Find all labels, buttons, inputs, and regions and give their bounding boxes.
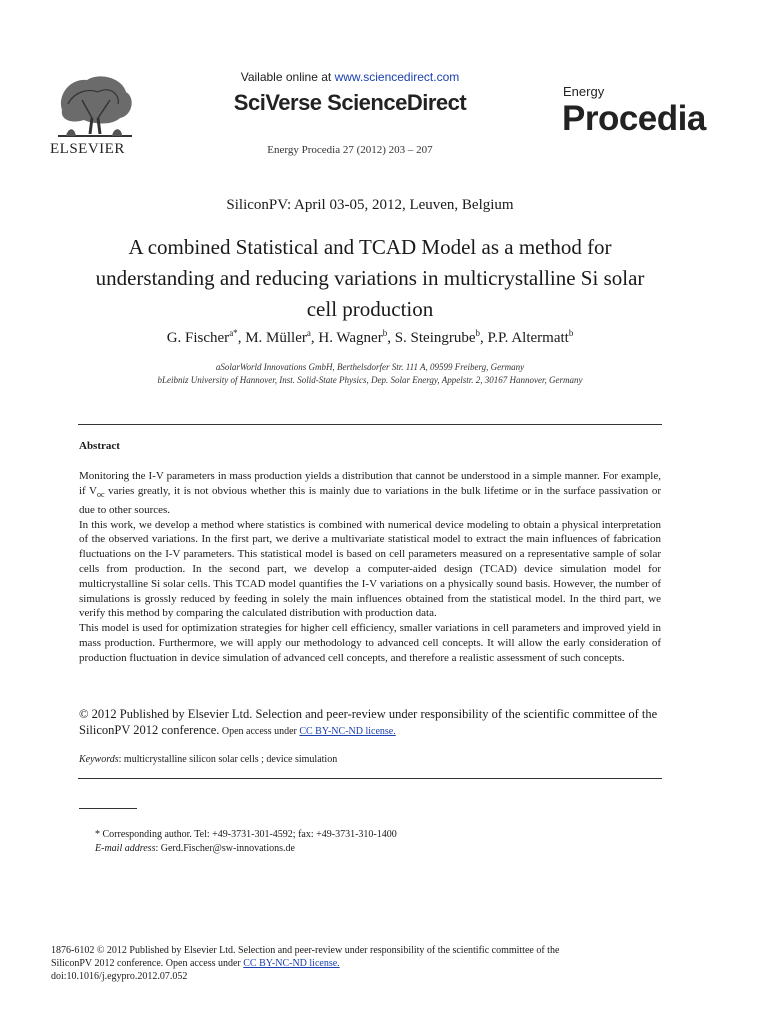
keywords-label: Keywords (79, 754, 119, 765)
publisher-name: ELSEVIER (50, 141, 125, 157)
issn-footer (51, 944, 671, 983)
footnote-rule (79, 808, 137, 809)
corresponding-author: * Corresponding author. Tel: +49-3731-301-4592; fax: +49-3731-310-1400 (95, 829, 397, 840)
available-prefix: Vailable online at (240, 70, 335, 84)
journal-logo-line1: Energy (563, 84, 605, 99)
author-4: S. Steingrube$^b$, (394, 328, 488, 346)
author-list (0, 328, 740, 347)
conference-line: SiliconPV: April 03-05, 2012, Leuven, Belgium (226, 197, 514, 213)
availability-line (0, 70, 700, 84)
sciencedirect-link[interactable]: www.sciencedirect.com (334, 70, 460, 84)
abstract-paragraph-2: In this work, we develop a method where statistics is combined with numerical device modeling to obtain a physical interpretation of the observed variations. In the first part, we derive a multivariate statistical model to extract the main influences of fabrication fluctuations on the I-V parameters. This statistical model is based on cell parameters measured on a representative sample of solar cells from production. In the second part, we develop a computer-aided design (TCAD) device simulation model for multicrystalline Si solar cells. This TCAD model quantifies the I-V variations on a physically sound basis. However, the number of simulations is grossly reduced by feeding in solely the main influences obtained from the statistical model. In the third part, we verify this method by comparing the calculated distribution with production data. (79, 518, 661, 620)
abstract-body (79, 469, 661, 666)
author-3: H. Wagner$^b$, (318, 328, 395, 346)
keywords-line: Keywords: multicrystalline silicon solar cells ; device simulation (79, 754, 338, 765)
email-line: E-mail address: Gerd.Fischer@sw-innovations.de (95, 843, 295, 854)
abstract-top-rule (78, 424, 662, 425)
footer-license-link[interactable]: CC BY-NC-ND license. (243, 958, 340, 969)
author-2: M. Müller$^a$, (245, 328, 319, 346)
license-link[interactable]: CC BY-NC-ND license. (299, 726, 396, 737)
copyright-statement: © 2012 Published by Elsevier Ltd. Selection and peer-review under responsibility of the scientific committee of the SiliconPV 2012 conference. Open access under CC BY-NC-ND license. (79, 707, 658, 737)
abstract-heading: Abstract (79, 440, 120, 452)
journal-reference: Energy Procedia 27 (2012) 203 – 207 (267, 144, 433, 156)
author-5: P.P. Altermatt$^b$ (487, 328, 574, 346)
journal-logo-line2: Procedia (562, 99, 706, 138)
doi-line: doi:10.1016/j.egypro.2012.07.052 (51, 971, 188, 982)
affiliation-b: bLeibniz University of Hannover, Inst. Solid-State Physics, Dep. Solar Energy, Appelstr. 2, 30167 Hannover, Germany (157, 375, 583, 385)
affiliation-a: aSolarWorld Innovations GmbH, Berthelsdorfer Str. 111 A, 09599 Freiberg, Germany (215, 362, 525, 372)
open-access-line: SiliconPV 2012 conference. Open access under CC BY-NC-ND license. (51, 958, 340, 969)
issn-line: 1876-6102 © 2012 Published by Elsevier Ltd. Selection and peer-review under responsibility of the scientific committee of the (51, 945, 560, 956)
abstract-paragraph-1: Monitoring the I-V parameters in mass production yields a distribution that cannot be understood in a simple manner. For example, if $V_{oc}$ varies greatly, it is not obvious whether this is mainly due to variations in the bulk lifetime or in the surface passivation or due to other sources. (79, 470, 661, 516)
paper-title: A combined Statistical and TCAD Model as a method for understanding and reducing variations in multicrystalline Si solar cell production (95, 235, 645, 321)
platform-name: SciVerse ScienceDirect (233, 90, 467, 115)
corresponding-footnote (95, 828, 397, 856)
abstract-bottom-rule (78, 778, 662, 779)
abstract-paragraph-3: This model is used for optimization strategies for higher cell efficiency, smaller variations in cell parameters and improved yield in mass production. Furthermore, we will apply our methodology to advanced cell concepts. It will allow the early consideration of production fluctuation in device simulation of advanced cell concepts, and therefore a realistic assessment of such concepts. (79, 622, 661, 664)
author-1: G. Fischer$^{a*}$, (166, 328, 246, 346)
